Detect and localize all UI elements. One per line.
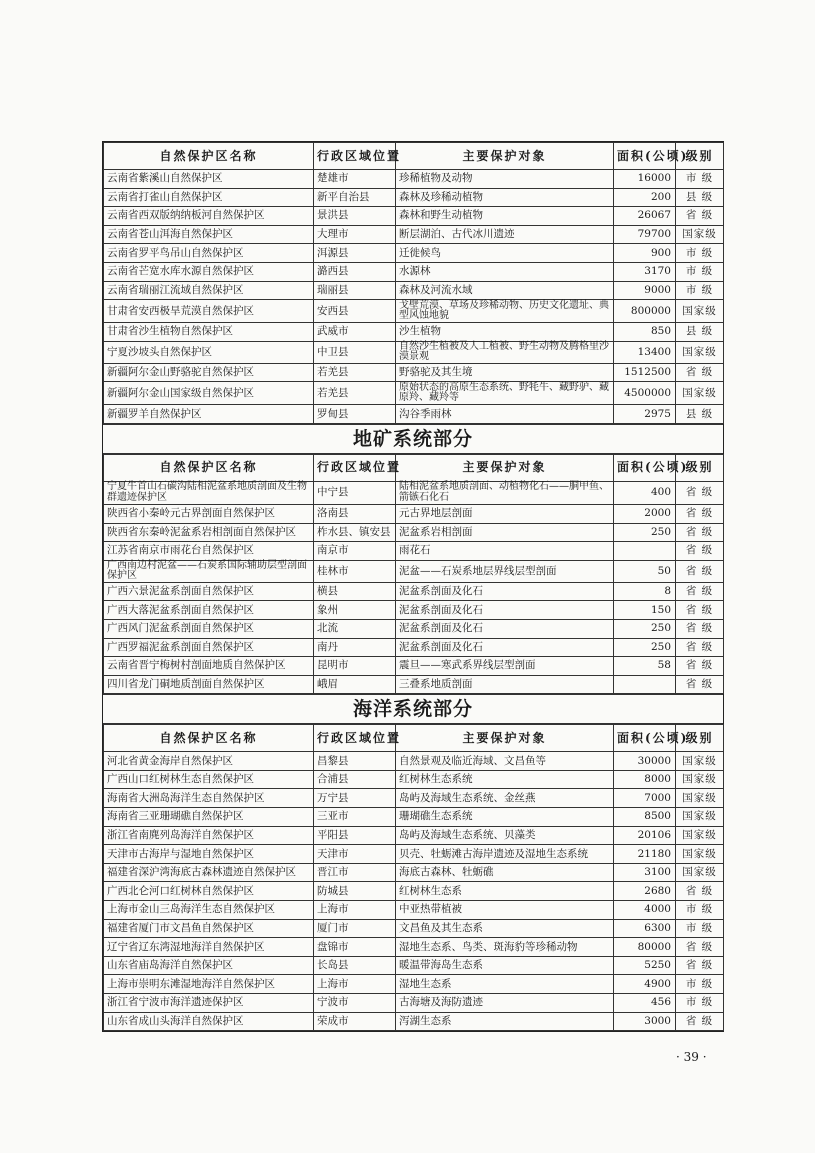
cell-target: 泥盆——石炭系地层界线层型剖面 [396, 560, 614, 582]
column-header-target: 主要保护对象 [396, 725, 614, 752]
column-header-name: 自然保护区名称 [104, 454, 314, 481]
cell-name: 河北省黄金海岸自然保护区 [104, 752, 314, 771]
table-row [104, 619, 724, 638]
cell-area: 8500 [614, 808, 676, 827]
cell-level: 省 级 [676, 619, 724, 638]
cell-name: 浙江省南麂列岛海洋自然保护区 [104, 826, 314, 845]
cell-target: 湿地生态系 [396, 975, 614, 994]
cell-area: 850 [614, 323, 676, 342]
cell-location: 上海市 [314, 901, 396, 920]
cell-target: 贝壳、牡蛎滩古海岸遗迹及湿地生态系统 [396, 845, 614, 864]
page-number: · 39 · [676, 1050, 707, 1064]
table-row [104, 504, 724, 523]
cell-level: 县 级 [676, 188, 724, 207]
cell-area: 3100 [614, 863, 676, 882]
cell-name: 天津市古海岸与湿地自然保护区 [104, 845, 314, 864]
table-row [104, 281, 724, 300]
cell-target: 暖温带海岛生态系 [396, 956, 614, 975]
column-header-area: 面积(公顷) [614, 143, 676, 170]
table-row [104, 752, 724, 771]
cell-target: 珊瑚礁生态系统 [396, 808, 614, 827]
cell-target: 迁徙候鸟 [396, 244, 614, 263]
cell-name: 上海市金山三岛海洋生态自然保护区 [104, 901, 314, 920]
header-row [104, 143, 724, 170]
cell-level: 国家级 [676, 808, 724, 827]
table-row [104, 523, 724, 542]
cell-location: 长岛县 [314, 956, 396, 975]
cell-name: 福建省深沪湾海底古森林遗迹自然保护区 [104, 863, 314, 882]
cell-location: 武威市 [314, 323, 396, 342]
cell-area: 3170 [614, 262, 676, 281]
column-header-location: 行政区域位置 [314, 725, 396, 752]
cell-name: 云南省瑞丽江流域自然保护区 [104, 281, 314, 300]
table-row [104, 808, 724, 827]
cell-area: 5250 [614, 956, 676, 975]
cell-area: 50 [614, 560, 676, 582]
table-row [104, 225, 724, 244]
cell-name: 云南省芒宽水库水源自然保护区 [104, 262, 314, 281]
cell-location: 昆明市 [314, 657, 396, 676]
cell-name: 广西罗福泥盆系剖面自然保护区 [104, 638, 314, 657]
table-row [104, 323, 724, 342]
cell-area: 16000 [614, 170, 676, 189]
table-row [104, 994, 724, 1013]
cell-level: 市 级 [676, 281, 724, 300]
cell-target: 红树林生态系统 [396, 770, 614, 789]
table-row [104, 789, 724, 808]
cell-name: 广西山口红树林生态自然保护区 [104, 770, 314, 789]
cell-level: 国家级 [676, 341, 724, 363]
cell-area: 3000 [614, 1012, 676, 1031]
cell-target: 珍稀植物及动物 [396, 170, 614, 189]
table-row [104, 262, 724, 281]
cell-name: 海南省大洲岛海洋生态自然保护区 [104, 789, 314, 808]
cell-level: 国家级 [676, 752, 724, 771]
cell-area: 250 [614, 619, 676, 638]
table-row [104, 341, 724, 363]
table-row [104, 405, 724, 424]
cell-level: 国家级 [676, 300, 724, 323]
cell-level: 国家级 [676, 789, 724, 808]
column-header-name: 自然保护区名称 [104, 725, 314, 752]
column-header-area: 面积(公顷) [614, 454, 676, 481]
cell-level: 市 级 [676, 244, 724, 263]
section-title: 海洋系统部分 [103, 694, 723, 724]
table-row [104, 560, 724, 582]
cell-target: 泥盆系剖面及化石 [396, 619, 614, 638]
cell-level: 国家级 [676, 770, 724, 789]
cell-area: 900 [614, 244, 676, 263]
cell-name: 浙江省宁波市海洋遗迹保护区 [104, 994, 314, 1013]
cell-location: 洛南县 [314, 504, 396, 523]
cell-area: 13400 [614, 341, 676, 363]
cell-name: 福建省厦门市文昌鱼自然保护区 [104, 919, 314, 938]
cell-area: 4500000 [614, 382, 676, 405]
cell-level: 国家级 [676, 845, 724, 864]
header-row [104, 725, 724, 752]
cell-level: 省 级 [676, 956, 724, 975]
cell-target: 湿地生态系、鸟类、斑海豹等珍稀动物 [396, 938, 614, 957]
cell-level: 国家级 [676, 863, 724, 882]
cell-name: 宁夏沙坡头自然保护区 [104, 341, 314, 363]
cell-target: 陆相泥盆系地质剖面、动植物化石——胴甲鱼、箭镞石化石 [396, 481, 614, 504]
cell-target: 自然景观及临近海域、文昌鱼等 [396, 752, 614, 771]
cell-location: 象州 [314, 601, 396, 620]
table-row [104, 826, 724, 845]
cell-name: 甘肃省沙生植物自然保护区 [104, 323, 314, 342]
cell-name: 新疆阿尔金山野骆驼自然保护区 [104, 363, 314, 382]
cell-target: 震旦——寒武系界线层型剖面 [396, 657, 614, 676]
cell-location: 瑞丽县 [314, 281, 396, 300]
cell-name: 云南省打雀山自然保护区 [104, 188, 314, 207]
cell-name: 云南省西双版纳纳板河自然保护区 [104, 207, 314, 226]
header-row [104, 454, 724, 481]
cell-name: 山东省成山头海洋自然保护区 [104, 1012, 314, 1031]
cell-name: 广西六景泥盆系剖面自然保护区 [104, 582, 314, 601]
column-header-name: 自然保护区名称 [104, 143, 314, 170]
section-table [103, 724, 724, 1031]
cell-location: 中宁县 [314, 481, 396, 504]
table-row [104, 919, 724, 938]
cell-name: 甘肃省安西极旱荒漠自然保护区 [104, 300, 314, 323]
cell-location: 楚雄市 [314, 170, 396, 189]
column-header-level: 级别 [676, 725, 724, 752]
cell-target: 沙生植物 [396, 323, 614, 342]
cell-location: 厦门市 [314, 919, 396, 938]
cell-area: 8000 [614, 770, 676, 789]
column-header-area: 面积(公顷) [614, 725, 676, 752]
cell-target: 森林及河流水域 [396, 281, 614, 300]
cell-area: 200 [614, 188, 676, 207]
table-row [104, 956, 724, 975]
cell-area: 7000 [614, 789, 676, 808]
protected-areas-table-container [102, 141, 724, 1032]
section-table [103, 454, 724, 694]
cell-name: 云南省晋宁梅树村剖面地质自然保护区 [104, 657, 314, 676]
cell-location: 潞西县 [314, 262, 396, 281]
cell-level: 市 级 [676, 262, 724, 281]
cell-target: 海底古森林、牡蛎礁 [396, 863, 614, 882]
cell-target: 中亚热带植被 [396, 901, 614, 920]
cell-target: 雨花石 [396, 542, 614, 561]
section-title: 地矿系统部分 [103, 424, 723, 454]
cell-location: 三亚市 [314, 808, 396, 827]
cell-target: 文昌鱼及其生态系 [396, 919, 614, 938]
cell-location: 北流 [314, 619, 396, 638]
cell-location: 防城县 [314, 882, 396, 901]
cell-level: 省 级 [676, 638, 724, 657]
cell-name: 陕西省东秦岭泥盆系岩相剖面自然保护区 [104, 523, 314, 542]
cell-target: 戈壁荒漠、草场及珍稀动物、历史文化遗址、典型风蚀地貌 [396, 300, 614, 323]
cell-level: 省 级 [676, 542, 724, 561]
cell-target: 泥盆系剖面及化石 [396, 582, 614, 601]
cell-target: 自然沙生植被及人工植被、野生动物及腾格里沙漠景观 [396, 341, 614, 363]
table-row [104, 638, 724, 657]
cell-area: 250 [614, 523, 676, 542]
cell-target: 野骆驼及其生境 [396, 363, 614, 382]
cell-name: 云南省罗平鸟吊山自然保护区 [104, 244, 314, 263]
cell-location: 景洪县 [314, 207, 396, 226]
cell-name: 新疆罗羊自然保护区 [104, 405, 314, 424]
cell-area: 9000 [614, 281, 676, 300]
cell-area: 1512500 [614, 363, 676, 382]
cell-area: 20106 [614, 826, 676, 845]
cell-target: 断层湖泊、古代冰川遗迹 [396, 225, 614, 244]
cell-area: 2000 [614, 504, 676, 523]
cell-name: 云南省紫溪山自然保护区 [104, 170, 314, 189]
cell-name: 广西风门泥盆系剖面自然保护区 [104, 619, 314, 638]
cell-area: 8 [614, 582, 676, 601]
cell-level: 市 级 [676, 994, 724, 1013]
cell-name: 新疆阿尔金山国家级自然保护区 [104, 382, 314, 405]
cell-area [614, 675, 676, 694]
cell-location: 安西县 [314, 300, 396, 323]
cell-level: 省 级 [676, 481, 724, 504]
table-row [104, 675, 724, 694]
cell-target: 岛屿及海域生态系统、贝藻类 [396, 826, 614, 845]
cell-level: 国家级 [676, 225, 724, 244]
cell-name: 海南省三亚珊瑚礁自然保护区 [104, 808, 314, 827]
cell-area: 80000 [614, 938, 676, 957]
table-row [104, 542, 724, 561]
table-row [104, 770, 724, 789]
table-row [104, 938, 724, 957]
cell-area: 250 [614, 638, 676, 657]
cell-name: 广西大落泥盆系剖面自然保护区 [104, 601, 314, 620]
cell-name: 广西南边村泥盆——石炭系国际辅助层型剖面保护区 [104, 560, 314, 582]
table-row [104, 300, 724, 323]
cell-area: 4900 [614, 975, 676, 994]
cell-location: 南京市 [314, 542, 396, 561]
cell-area: 58 [614, 657, 676, 676]
cell-target: 三叠系地质剖面 [396, 675, 614, 694]
cell-location: 荣成市 [314, 1012, 396, 1031]
section-table [103, 142, 724, 424]
cell-level: 省 级 [676, 657, 724, 676]
table-row [104, 363, 724, 382]
table-row [104, 170, 724, 189]
cell-name: 上海市崇明东滩湿地海洋自然保护区 [104, 975, 314, 994]
cell-target: 水源林 [396, 262, 614, 281]
cell-area: 400 [614, 481, 676, 504]
table-row [104, 863, 724, 882]
cell-location: 柞水县、镇安县 [314, 523, 396, 542]
cell-location: 昌黎县 [314, 752, 396, 771]
cell-target: 森林及珍稀动植物 [396, 188, 614, 207]
column-header-location: 行政区域位置 [314, 143, 396, 170]
cell-name: 云南省苍山洱海自然保护区 [104, 225, 314, 244]
cell-level: 国家级 [676, 826, 724, 845]
cell-area: 800000 [614, 300, 676, 323]
cell-target: 古海塘及海防遗迹 [396, 994, 614, 1013]
cell-area: 4000 [614, 901, 676, 920]
cell-level: 省 级 [676, 882, 724, 901]
cell-location: 若羌县 [314, 382, 396, 405]
cell-location: 上海市 [314, 975, 396, 994]
cell-area: 30000 [614, 752, 676, 771]
cell-name: 广西北仑河口红树林自然保护区 [104, 882, 314, 901]
cell-target: 沟谷季雨林 [396, 405, 614, 424]
table-row [104, 188, 724, 207]
cell-level: 县 级 [676, 405, 724, 424]
cell-level: 市 级 [676, 975, 724, 994]
cell-area: 456 [614, 994, 676, 1013]
cell-area: 2680 [614, 882, 676, 901]
cell-level: 国家级 [676, 382, 724, 405]
cell-location: 洱源县 [314, 244, 396, 263]
cell-location: 罗甸县 [314, 405, 396, 424]
cell-location: 横县 [314, 582, 396, 601]
cell-name: 辽宁省辽东湾湿地海洋自然保护区 [104, 938, 314, 957]
cell-target: 元古界地层剖面 [396, 504, 614, 523]
column-header-target: 主要保护对象 [396, 454, 614, 481]
cell-level: 省 级 [676, 363, 724, 382]
cell-location: 合浦县 [314, 770, 396, 789]
cell-target: 泥盆系剖面及化石 [396, 601, 614, 620]
cell-level: 省 级 [676, 582, 724, 601]
cell-level: 省 级 [676, 601, 724, 620]
table-row [104, 657, 724, 676]
table-row [104, 582, 724, 601]
cell-name: 江苏省南京市雨花台自然保护区 [104, 542, 314, 561]
column-header-level: 级别 [676, 143, 724, 170]
cell-target: 泥盆系岩相剖面 [396, 523, 614, 542]
cell-location: 新平自治县 [314, 188, 396, 207]
table-row [104, 975, 724, 994]
cell-level: 省 级 [676, 1012, 724, 1031]
cell-area: 21180 [614, 845, 676, 864]
table-row [104, 845, 724, 864]
cell-location: 峨眉 [314, 675, 396, 694]
cell-location: 万宁县 [314, 789, 396, 808]
cell-level: 省 级 [676, 675, 724, 694]
cell-level: 省 级 [676, 504, 724, 523]
cell-target: 泥盆系剖面及化石 [396, 638, 614, 657]
cell-area [614, 542, 676, 561]
cell-location: 南丹 [314, 638, 396, 657]
table-row [104, 481, 724, 504]
cell-location: 宁波市 [314, 994, 396, 1013]
cell-name: 四川省龙门硐地质剖面自然保护区 [104, 675, 314, 694]
cell-location: 若羌县 [314, 363, 396, 382]
cell-level: 省 级 [676, 523, 724, 542]
cell-location: 桂林市 [314, 560, 396, 582]
cell-location: 平阳县 [314, 826, 396, 845]
table-row [104, 244, 724, 263]
cell-target: 红树林生态系 [396, 882, 614, 901]
table-row [104, 382, 724, 405]
cell-name: 陕西省小秦岭元古界剖面自然保护区 [104, 504, 314, 523]
cell-target: 岛屿及海域生态系统、金丝燕 [396, 789, 614, 808]
cell-location: 晋江市 [314, 863, 396, 882]
table-row [104, 901, 724, 920]
cell-area: 6300 [614, 919, 676, 938]
cell-location: 大理市 [314, 225, 396, 244]
cell-level: 市 级 [676, 919, 724, 938]
cell-area: 2975 [614, 405, 676, 424]
cell-name: 山东省庙岛海洋自然保护区 [104, 956, 314, 975]
cell-location: 天津市 [314, 845, 396, 864]
cell-location: 盘锦市 [314, 938, 396, 957]
column-header-location: 行政区域位置 [314, 454, 396, 481]
table-row [104, 882, 724, 901]
cell-area: 79700 [614, 225, 676, 244]
cell-level: 市 级 [676, 170, 724, 189]
cell-area: 150 [614, 601, 676, 620]
column-header-level: 级别 [676, 454, 724, 481]
cell-level: 县 级 [676, 323, 724, 342]
table-row [104, 601, 724, 620]
cell-level: 省 级 [676, 207, 724, 226]
cell-target: 森林和野生动植物 [396, 207, 614, 226]
cell-location: 中卫县 [314, 341, 396, 363]
cell-level: 市 级 [676, 901, 724, 920]
cell-target: 原始状态的高原生态系统、野牦牛、藏野驴、藏原羚、藏羚等 [396, 382, 614, 405]
cell-name: 宁夏牛首山石碳沟陆相泥盆系地质剖面及生物群遗迹保护区 [104, 481, 314, 504]
cell-target: 泻湖生态系 [396, 1012, 614, 1031]
cell-area: 26067 [614, 207, 676, 226]
table-row [104, 207, 724, 226]
table-row [104, 1012, 724, 1031]
column-header-target: 主要保护对象 [396, 143, 614, 170]
cell-level: 省 级 [676, 938, 724, 957]
cell-level: 省 级 [676, 560, 724, 582]
